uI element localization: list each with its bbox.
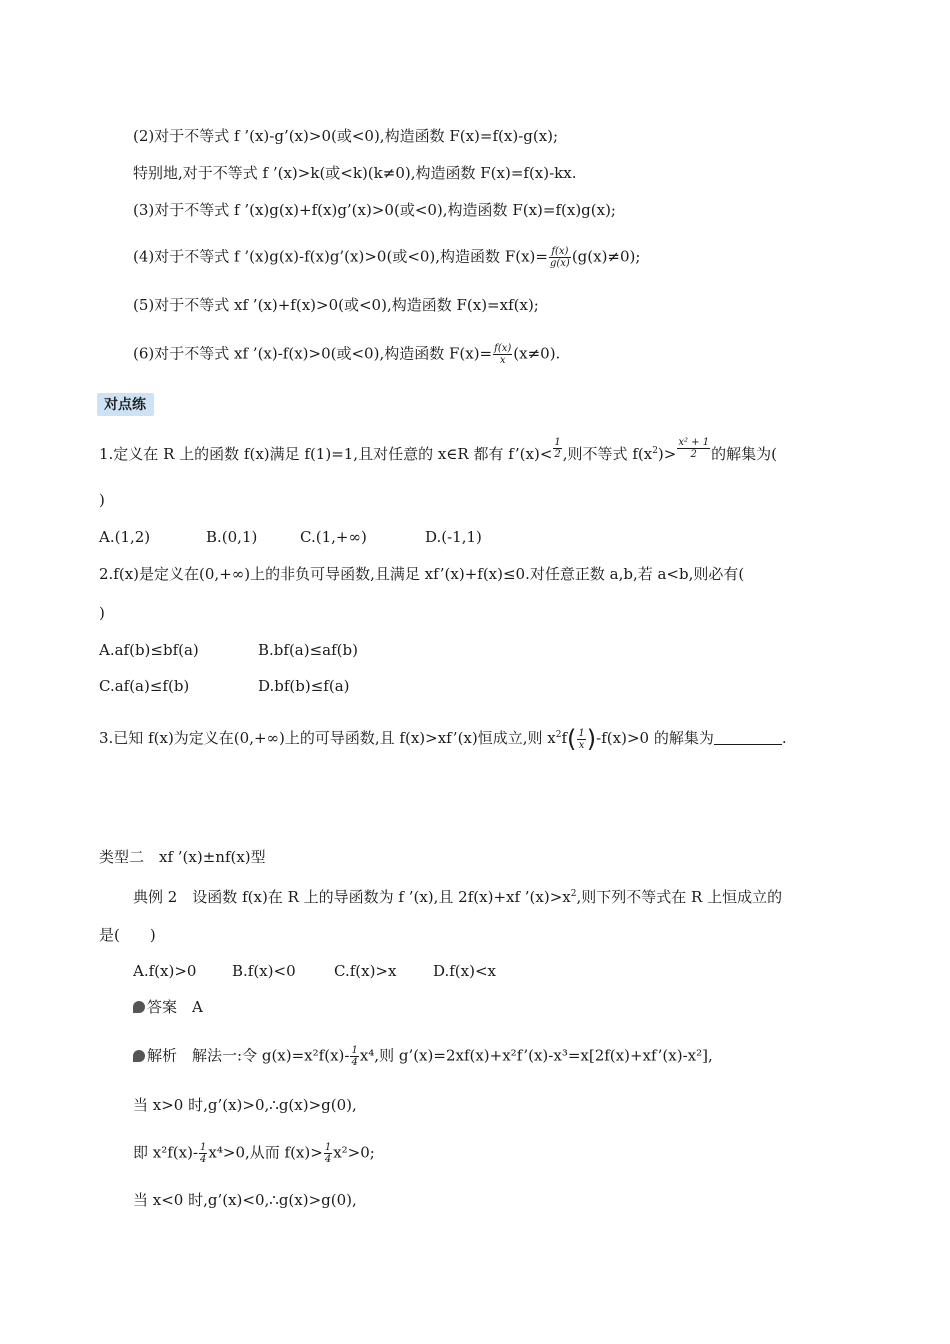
analysis-3-text: 即 x²f(x)- <box>133 1143 199 1162</box>
q1-rhs-numerator: x² + 1 <box>678 437 710 448</box>
q2-option-a: A.af(b)≤bf(a) <box>99 641 199 659</box>
rule-6-numerator: f(x) <box>494 343 512 354</box>
q1-exponent: 2 <box>652 446 658 456</box>
analysis-1-numerator: 1 <box>351 1045 358 1056</box>
q3-answer-blank[interactable] <box>714 730 782 745</box>
question-3 <box>99 725 787 751</box>
q1-fraction-rhs <box>677 437 710 460</box>
analysis-1-fraction <box>350 1045 358 1068</box>
q1-fraction-half <box>553 437 561 460</box>
rule-6-text: (6)对于不等式 xf ’(x)-f(x)>0(或<0),构造函数 F(x)= <box>133 344 493 363</box>
rule-6-condition: (x≠0). <box>513 344 561 363</box>
example-2-line2: 是( ) <box>99 926 156 944</box>
analysis-3-numerator-2: 1 <box>324 1142 332 1153</box>
analysis-line-4: 当 x<0 时,g’(x)<0,∴g(x)>g(0), <box>133 1191 357 1209</box>
analysis-1-text: 解法一:令 g(x)=x²f(x)- <box>192 1046 350 1065</box>
analysis-3-fraction-2 <box>324 1142 332 1165</box>
rule-4-text: (4)对于不等式 f ’(x)g(x)-f(x)g’(x)>0(或<0),构造函数 F(x)= <box>133 247 548 266</box>
q3-numerator: 1 <box>578 727 585 739</box>
q1-half-denominator: 2 <box>554 449 561 460</box>
answer-value: A <box>192 998 203 1016</box>
q3-function-f: f <box>561 729 568 747</box>
q1-option-c: C.(1,+∞) <box>300 528 367 546</box>
q1-text-end: 的解集为( <box>711 445 777 463</box>
rule-2: (2)对于不等式 f ’(x)-g’(x)>0(或<0),构造函数 F(x)=f(x)-g(x); <box>133 127 559 145</box>
q1-close-paren: ) <box>99 491 105 509</box>
question-2: 2.f(x)是定义在(0,+∞)上的非负可导函数,且满足 xf’(x)+f(x)≤0.对任意正数 a,b,若 a<b,则必有( <box>99 565 745 583</box>
example-2-text: 典例 2 设函数 f(x)在 R 上的导函数为 f ’(x),且 2f(x)+xf ’(x)>x <box>133 888 571 906</box>
q3-exponent: 2 <box>555 730 562 740</box>
analysis-3-denominator-2: 4 <box>324 1154 332 1165</box>
practice-tag: 对点练 <box>97 393 154 416</box>
example-option-b: B.f(x)<0 <box>232 962 296 980</box>
question-1 <box>99 437 777 464</box>
example-2 <box>133 884 782 907</box>
q1-half-numerator: 1 <box>554 437 561 448</box>
q1-text-mid: ,则不等式 f(x <box>562 445 653 463</box>
rule-4-numerator: f(x) <box>549 246 571 258</box>
analysis-3-text-end: x²>0; <box>333 1143 375 1162</box>
analysis-1-text-end: x⁴,则 g’(x)=2xf(x)+x²f’(x)-x³=x[2f(x)+xf’(x)-x²], <box>359 1046 713 1065</box>
rule-3: (3)对于不等式 f ’(x)g(x)+f(x)g’(x)>0(或<0),构造函数 F(x)=f(x)g(x); <box>133 201 616 219</box>
analysis-line-2: 当 x>0 时,g’(x)>0,∴g(x)>g(0), <box>133 1096 357 1114</box>
rule-4 <box>133 246 640 269</box>
type2-heading: 类型二 xf ’(x)±nf(x)型 <box>99 848 266 866</box>
example-option-c: C.f(x)>x <box>334 962 397 980</box>
example-option-a: A.f(x)>0 <box>133 962 197 980</box>
q3-text-end: -f(x)>0 的解集为 <box>596 729 714 747</box>
q1-rhs-denominator: 2 <box>690 449 697 460</box>
rule-5: (5)对于不等式 xf ’(x)+f(x)>0(或<0),构造函数 F(x)=xf(x); <box>133 296 539 314</box>
analysis-3-text-mid: x⁴>0,从而 f(x)> <box>208 1143 323 1162</box>
q1-option-b: B.(0,1) <box>206 528 258 546</box>
rule-2-special: 特别地,对于不等式 f ’(x)>k(或<k)(k≠0),构造函数 F(x)=f(x)-kx. <box>133 164 577 182</box>
q3-right-paren: ) <box>586 725 597 753</box>
rule-4-fraction <box>549 246 571 269</box>
rule-4-denominator: g(x) <box>549 258 570 269</box>
answer-marker-icon <box>133 1001 145 1013</box>
q2-close-paren: ) <box>99 604 105 622</box>
q2-option-b: B.bf(a)≤af(b) <box>258 641 358 659</box>
analysis-marker-icon <box>133 1050 145 1062</box>
q3-period: . <box>781 729 787 747</box>
example-2-exponent: 2 <box>570 889 577 899</box>
q1-option-d: D.(-1,1) <box>425 528 482 546</box>
q3-left-paren: ( <box>567 725 577 753</box>
q2-option-c: C.af(a)≤f(b) <box>99 677 190 695</box>
q3-text: 3.已知 f(x)为定义在(0,+∞)上的可导函数,且 f(x)>xf’(x)恒成立,则 x <box>99 729 556 747</box>
rule-6-fraction <box>493 343 512 366</box>
analysis-3-numerator-1: 1 <box>200 1142 207 1153</box>
analysis-1-denominator: 4 <box>351 1057 358 1068</box>
rule-6-denominator: x <box>499 355 506 366</box>
q2-option-d: D.bf(b)≤f(a) <box>258 677 350 695</box>
analysis-line-3 <box>133 1142 375 1165</box>
analysis-3-denominator-1: 4 <box>200 1154 207 1165</box>
q1-text: 1.定义在 R 上的函数 f(x)满足 f(1)=1,且对任意的 x∈R 都有 f’(x)< <box>99 445 553 463</box>
answer-line <box>133 997 203 1017</box>
q1-option-a: A.(1,2) <box>99 528 151 546</box>
example-option-d: D.f(x)<x <box>433 962 497 980</box>
q3-denominator: x <box>578 739 585 751</box>
q3-fraction <box>577 728 585 751</box>
analysis-label: 解析 <box>147 1046 178 1065</box>
analysis-line-1 <box>133 1045 713 1068</box>
rule-4-condition: (g(x)≠0); <box>571 247 641 266</box>
example-2-text-end: ,则下列不等式在 R 上恒成立的 <box>576 888 783 906</box>
rule-6 <box>133 343 560 366</box>
q1-text-mid2: )> <box>657 445 677 463</box>
analysis-3-fraction-1 <box>199 1142 207 1165</box>
answer-label: 答案 <box>147 998 178 1016</box>
